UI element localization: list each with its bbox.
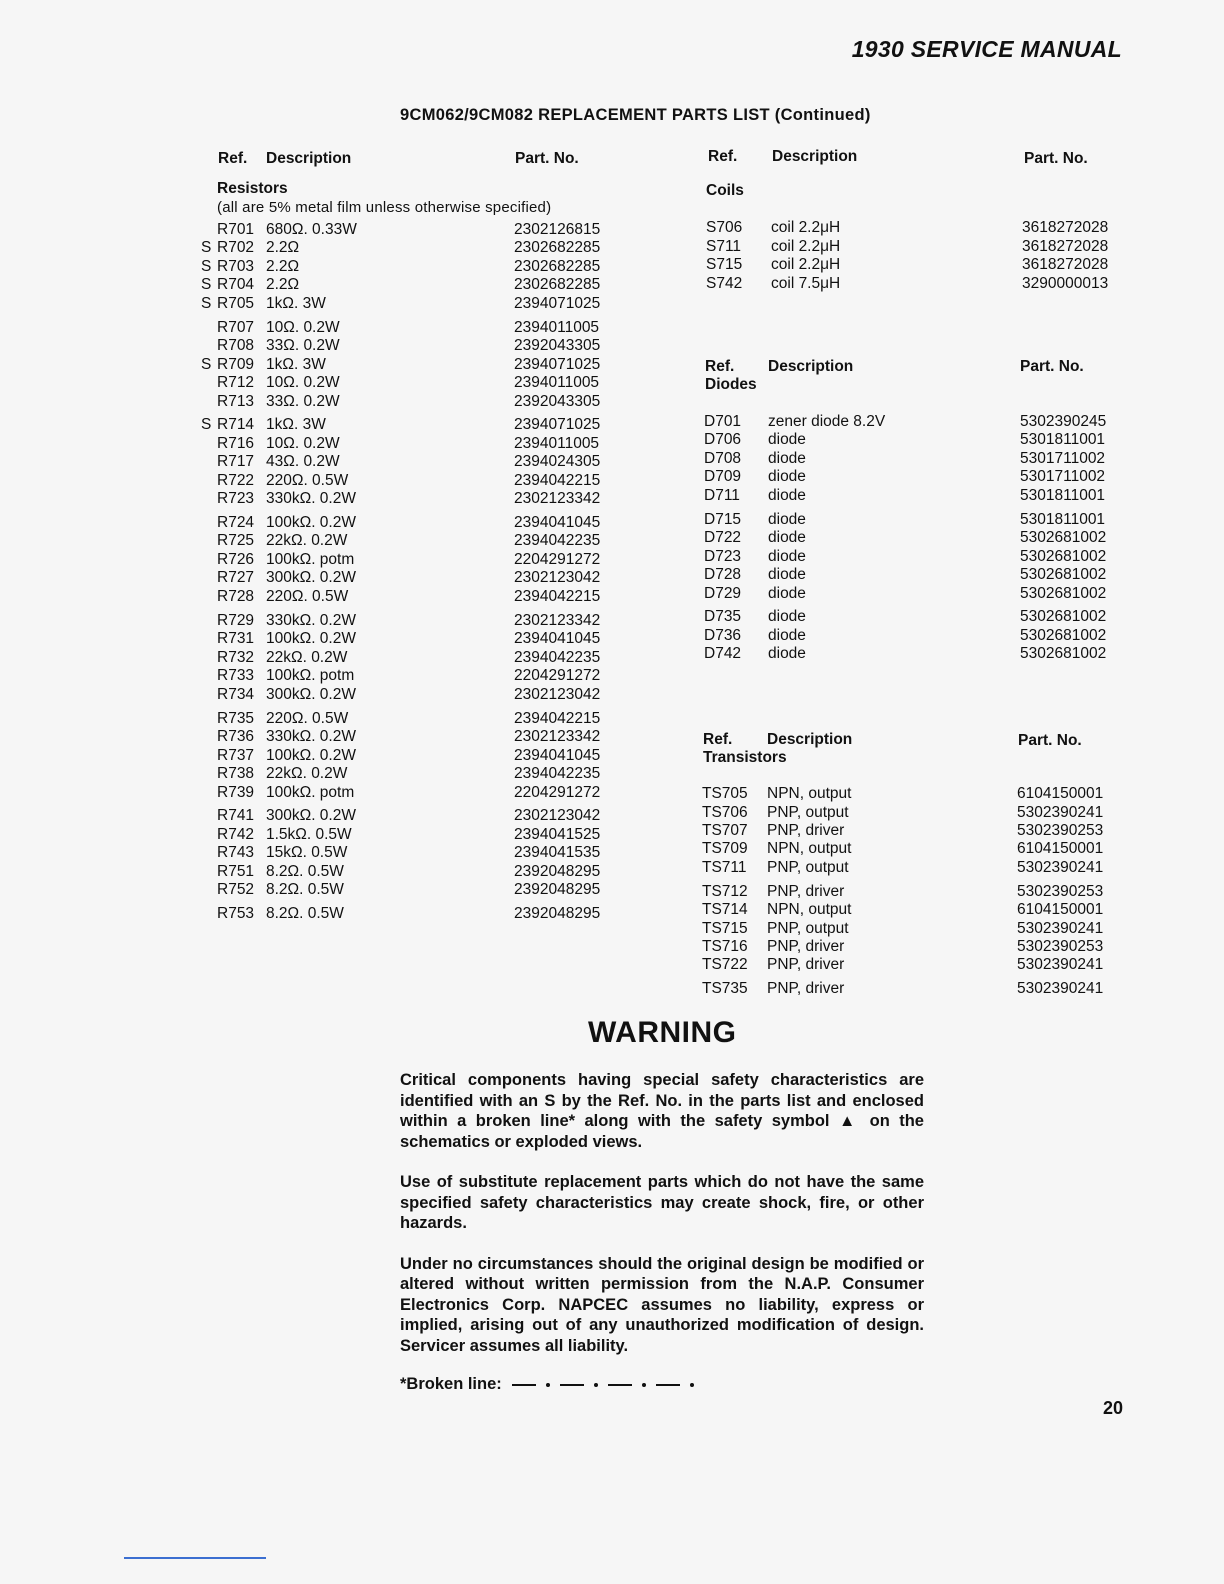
col-header-ref: Ref. (703, 731, 733, 748)
part-description: 15kΩ. 0.5W (266, 844, 348, 861)
part-number: 2392048295 (514, 905, 601, 922)
part-ref: S742 (706, 275, 743, 292)
part-ref: R723 (217, 490, 255, 507)
part-ref: TS715 (702, 920, 748, 937)
part-ref: R727 (217, 569, 255, 586)
part-number: 5302390241 (1017, 920, 1104, 937)
part-ref: D736 (704, 627, 742, 644)
part-number: 2394071025 (514, 416, 601, 433)
part-description: 100kΩ. potm (266, 784, 355, 801)
part-number: 2392043305 (514, 337, 601, 354)
part-ref: D735 (704, 608, 742, 625)
broken-line-sample-icon (506, 1375, 698, 1393)
part-description: 300kΩ. 0.2W (266, 807, 356, 824)
part-number: 3618272028 (1022, 256, 1109, 273)
part-number: 2302123342 (514, 490, 601, 507)
part-number: 5302681002 (1020, 608, 1107, 625)
part-number: 5302681002 (1020, 566, 1107, 583)
part-description: 8.2Ω. 0.5W (266, 881, 344, 898)
part-number: 5302390253 (1017, 883, 1104, 900)
part-ref: TS706 (702, 804, 748, 821)
part-ref: R739 (217, 784, 255, 801)
part-number: 6104150001 (1017, 840, 1104, 857)
part-ref: D706 (704, 431, 742, 448)
part-ref: TS714 (702, 901, 748, 918)
col-header-description: Description (772, 148, 858, 165)
part-number: 2394041535 (514, 844, 601, 861)
part-description: 1.5kΩ. 0.5W (266, 826, 352, 843)
part-description: 220Ω. 0.5W (266, 472, 349, 489)
section-heading-diodes: Diodes (705, 376, 757, 393)
part-ref: R716 (217, 435, 255, 452)
part-number: 2302123342 (514, 612, 601, 629)
part-description: 100kΩ. 0.2W (266, 630, 356, 647)
part-number: 5301811001 (1020, 487, 1106, 504)
part-number: 3618272028 (1022, 219, 1109, 236)
warning-paragraph-1: Critical components having special safety characteristics are identified with an S by the Ref. No. in the parts list and enclosed within a broken line* along with the safety symbol ▲ on the schematics or exploded views. (400, 1071, 924, 1151)
part-ref: D728 (704, 566, 742, 583)
part-description: diode (768, 585, 806, 602)
broken-line-label: *Broken line: (400, 1375, 502, 1393)
part-number: 5302390253 (1017, 938, 1104, 955)
section-heading-resistors: Resistors (217, 180, 288, 197)
part-ref: R712 (217, 374, 255, 391)
part-number: 2394041045 (514, 630, 601, 647)
safety-flag: S (201, 416, 212, 433)
part-description: diode (768, 627, 806, 644)
footer-rule (124, 1557, 266, 1559)
part-number: 5302390253 (1017, 822, 1104, 839)
part-number: 2394042215 (514, 588, 601, 605)
part-description: 330kΩ. 0.2W (266, 490, 356, 507)
part-ref: R751 (217, 863, 255, 880)
part-description: 2.2Ω (266, 276, 300, 293)
part-number: 2302682285 (514, 258, 601, 275)
part-number: 2392043305 (514, 393, 601, 410)
part-description: diode (768, 450, 806, 467)
part-number: 5302681002 (1020, 529, 1107, 546)
part-ref: TS707 (702, 822, 748, 839)
part-number: 2394071025 (514, 295, 601, 312)
part-ref: TS712 (702, 883, 748, 900)
part-ref: R734 (217, 686, 255, 703)
part-description: 8.2Ω. 0.5W (266, 863, 344, 880)
part-ref: R729 (217, 612, 255, 629)
part-ref: R702 (217, 239, 255, 256)
col-header-part-no: Part. No. (1018, 732, 1082, 749)
part-ref: R701 (217, 221, 255, 238)
part-number: 2394041045 (514, 514, 601, 531)
part-number: 2394024305 (514, 453, 601, 470)
part-ref: R732 (217, 649, 255, 666)
part-description: 2.2Ω (266, 258, 300, 275)
part-description: 10Ω. 0.2W (266, 435, 340, 452)
part-number: 2302123042 (514, 686, 601, 703)
part-description: 220Ω. 0.5W (266, 710, 349, 727)
part-number: 2394041525 (514, 826, 601, 843)
col-header-description: Description (266, 150, 352, 167)
part-ref: R736 (217, 728, 255, 745)
part-ref: TS722 (702, 956, 748, 973)
safety-flag: S (201, 258, 212, 275)
col-header-part-no: Part. No. (1020, 358, 1084, 375)
part-ref: TS735 (702, 980, 748, 997)
part-description: coil 2.2μH (771, 219, 841, 236)
part-number: 2302126815 (514, 221, 601, 238)
part-number: 2394042235 (514, 649, 601, 666)
part-ref: D742 (704, 645, 742, 662)
part-number: 5302681002 (1020, 645, 1107, 662)
part-number: 3618272028 (1022, 238, 1109, 255)
part-description: 300kΩ. 0.2W (266, 686, 356, 703)
part-description: coil 2.2μH (771, 256, 841, 273)
part-number: 2394011005 (514, 374, 600, 391)
part-description: 33Ω. 0.2W (266, 393, 340, 410)
safety-flag: S (201, 276, 212, 293)
part-description: diode (768, 487, 806, 504)
part-number: 5302681002 (1020, 585, 1107, 602)
part-description: 680Ω. 0.33W (266, 221, 357, 238)
part-description: 100kΩ. 0.2W (266, 514, 356, 531)
safety-symbol-icon: ▲ (838, 1112, 861, 1130)
part-number: 5302390241 (1017, 804, 1104, 821)
col-header-description: Description (767, 731, 853, 748)
part-description: PNP, output (767, 804, 849, 821)
part-description: diode (768, 548, 806, 565)
part-ref: R753 (217, 905, 255, 922)
part-number: 2394071025 (514, 356, 601, 373)
part-description: NPN, output (767, 840, 852, 857)
part-number: 5302681002 (1020, 627, 1107, 644)
parts-list-title: 9CM062/9CM082 REPLACEMENT PARTS LIST (Continued) (400, 106, 871, 124)
part-description: 8.2Ω. 0.5W (266, 905, 344, 922)
part-ref: R738 (217, 765, 255, 782)
broken-line-legend (400, 1375, 698, 1394)
part-ref: R735 (217, 710, 255, 727)
part-number: 2392048295 (514, 881, 601, 898)
part-number: 5301711002 (1020, 468, 1106, 485)
part-ref: R728 (217, 588, 255, 605)
part-ref: R717 (217, 453, 255, 470)
part-ref: D711 (704, 487, 740, 504)
part-description: 10Ω. 0.2W (266, 319, 340, 336)
section-heading-transistors: Transistors (703, 749, 787, 766)
part-number: 2394042215 (514, 472, 601, 489)
part-description: NPN, output (767, 785, 852, 802)
manual-title: 1930 SERVICE MANUAL (851, 36, 1122, 62)
part-number: 2392048295 (514, 863, 601, 880)
part-ref: S715 (706, 256, 743, 273)
col-header-description: Description (768, 358, 854, 375)
part-number: 5302390245 (1020, 413, 1107, 430)
part-ref: S711 (706, 238, 742, 255)
col-header-part-no: Part. No. (515, 150, 579, 167)
section-heading-coils: Coils (706, 182, 744, 199)
part-ref: TS709 (702, 840, 748, 857)
part-description: zener diode 8.2V (768, 413, 886, 430)
part-description: 300kΩ. 0.2W (266, 569, 356, 586)
part-ref: D715 (704, 511, 742, 528)
part-ref: R731 (217, 630, 255, 647)
part-number: 2302123042 (514, 569, 601, 586)
part-description: 1kΩ. 3W (266, 356, 326, 373)
part-description: 100kΩ. 0.2W (266, 747, 356, 764)
part-ref: TS716 (702, 938, 748, 955)
part-number: 2204291272 (514, 667, 601, 684)
part-number: 2394042235 (514, 765, 601, 782)
part-description: diode (768, 608, 806, 625)
part-ref: D701 (704, 413, 742, 430)
resistors-note: (all are 5% metal film unless otherwise specified) (217, 199, 552, 216)
page-number: 20 (1103, 1398, 1124, 1418)
part-number: 2302123042 (514, 807, 601, 824)
part-number: 5302681002 (1020, 548, 1107, 565)
safety-flag: S (201, 356, 212, 373)
part-description: coil 7.5μH (771, 275, 841, 292)
part-number: 2394042235 (514, 532, 601, 549)
part-description: PNP, output (767, 920, 849, 937)
part-ref: D723 (704, 548, 742, 565)
part-description: 2.2Ω (266, 239, 300, 256)
col-header-part-no: Part. No. (1024, 150, 1088, 167)
safety-flag: S (201, 295, 212, 312)
part-description: diode (768, 529, 806, 546)
part-ref: R741 (217, 807, 255, 824)
part-ref: R708 (217, 337, 255, 354)
part-ref: D729 (704, 585, 742, 602)
part-description: PNP, driver (767, 822, 845, 839)
part-description: 22kΩ. 0.2W (266, 532, 348, 549)
part-number: 5301711002 (1020, 450, 1106, 467)
safety-flag: S (201, 239, 212, 256)
part-number: 6104150001 (1017, 785, 1104, 802)
part-number: 2394011005 (514, 435, 600, 452)
part-number: 2394041045 (514, 747, 601, 764)
warning-title: WARNING (588, 1016, 737, 1049)
part-description: 10Ω. 0.2W (266, 374, 340, 391)
part-number: 5301811001 (1020, 431, 1106, 448)
part-number: 5302390241 (1017, 956, 1104, 973)
part-number: 5302390241 (1017, 980, 1104, 997)
part-description: 1kΩ. 3W (266, 295, 326, 312)
part-number: 2204291272 (514, 784, 601, 801)
part-description: 22kΩ. 0.2W (266, 649, 348, 666)
part-description: 43Ω. 0.2W (266, 453, 340, 470)
part-ref: R703 (217, 258, 255, 275)
part-number: 2394011005 (514, 319, 600, 336)
part-ref: R714 (217, 416, 255, 433)
part-description: NPN, output (767, 901, 852, 918)
part-description: diode (768, 431, 806, 448)
part-number: 5301811001 (1020, 511, 1106, 528)
part-description: PNP, output (767, 859, 849, 876)
part-number: 2302123342 (514, 728, 601, 745)
part-number: 2302682285 (514, 239, 601, 256)
part-ref: R705 (217, 295, 255, 312)
part-description: PNP, driver (767, 938, 845, 955)
col-header-ref: Ref. (705, 358, 735, 375)
warning-body (400, 1070, 924, 1376)
col-header-ref: Ref. (708, 148, 738, 165)
part-description: 330kΩ. 0.2W (266, 728, 356, 745)
part-ref: D722 (704, 529, 742, 546)
part-ref: R704 (217, 276, 255, 293)
col-header-ref: Ref. (218, 150, 248, 167)
part-description: PNP, driver (767, 956, 845, 973)
part-ref: R752 (217, 881, 255, 898)
part-description: diode (768, 645, 806, 662)
part-number: 3290000013 (1022, 275, 1109, 292)
warning-paragraph-3: Under no circumstances should the original design be modified or altered without written permission from the N.A.P. Consumer Electronics Corp. NAPCEC assumes no liability, express or implied, arising out of any unauthorized modification of design. Servicer assumes all liability. (400, 1254, 924, 1355)
part-ref: R742 (217, 826, 255, 843)
part-ref: R713 (217, 393, 255, 410)
part-description: 1kΩ. 3W (266, 416, 326, 433)
part-description: 100kΩ. potm (266, 667, 355, 684)
part-number: 2302682285 (514, 276, 601, 293)
part-ref: D708 (704, 450, 742, 467)
part-description: PNP, driver (767, 980, 845, 997)
part-ref: TS705 (702, 785, 748, 802)
part-description: 22kΩ. 0.2W (266, 765, 348, 782)
part-description: diode (768, 511, 806, 528)
part-ref: D709 (704, 468, 742, 485)
part-ref: R726 (217, 551, 255, 568)
part-ref: R743 (217, 844, 255, 861)
part-description: coil 2.2μH (771, 238, 841, 255)
part-number: 2394042215 (514, 710, 601, 727)
part-ref: R733 (217, 667, 255, 684)
part-ref: R725 (217, 532, 255, 549)
part-ref: R707 (217, 319, 255, 336)
part-ref: S706 (706, 219, 743, 236)
part-description: diode (768, 468, 806, 485)
part-ref: R709 (217, 356, 255, 373)
part-number: 2204291272 (514, 551, 601, 568)
part-description: 100kΩ. potm (266, 551, 355, 568)
part-description: 220Ω. 0.5W (266, 588, 349, 605)
warning-paragraph-2: Use of substitute replacement parts which do not have the same specified safety characteristics may create shock, fire, or other hazards. (400, 1173, 924, 1232)
part-ref: R737 (217, 747, 255, 764)
part-description: PNP, driver (767, 883, 845, 900)
part-ref: R722 (217, 472, 255, 489)
part-number: 5302390241 (1017, 859, 1104, 876)
part-description: 330kΩ. 0.2W (266, 612, 356, 629)
part-description: diode (768, 566, 806, 583)
part-description: 33Ω. 0.2W (266, 337, 340, 354)
part-ref: R724 (217, 514, 255, 531)
part-ref: TS711 (702, 859, 747, 876)
part-number: 6104150001 (1017, 901, 1104, 918)
